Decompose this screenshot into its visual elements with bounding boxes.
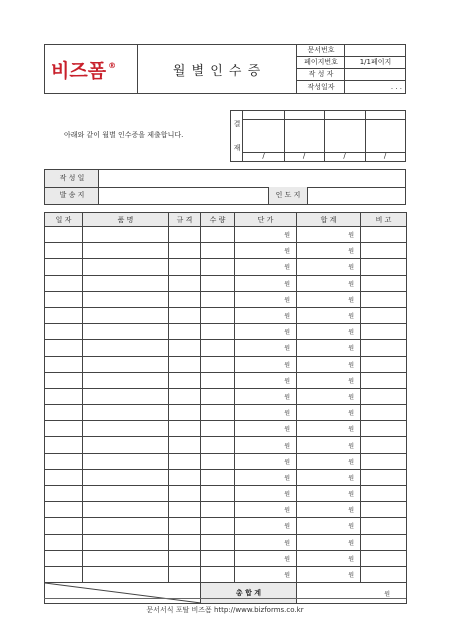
- row-unit-price[interactable]: 원: [235, 243, 297, 259]
- row-unit-price[interactable]: 원: [235, 502, 297, 518]
- row-amount[interactable]: 원: [297, 534, 361, 550]
- row-date[interactable]: [45, 469, 83, 485]
- table-row: [45, 437, 407, 453]
- table-row: [45, 259, 407, 275]
- sender-field[interactable]: [100, 188, 268, 204]
- row-amount[interactable]: 원: [297, 502, 361, 518]
- row-amount[interactable]: 원: [297, 388, 361, 404]
- row-qty[interactable]: [201, 550, 235, 566]
- table-row: [45, 486, 407, 502]
- items-table: [44, 212, 407, 604]
- row-amount[interactable]: 원: [297, 259, 361, 275]
- row-spec[interactable]: [169, 566, 201, 582]
- table-row: [45, 243, 407, 259]
- logo: [51, 55, 131, 83]
- row-qty[interactable]: [201, 405, 235, 421]
- row-remarks[interactable]: [361, 518, 407, 534]
- row-qty[interactable]: [201, 324, 235, 340]
- row-unit-price[interactable]: 원: [235, 469, 297, 485]
- table-row: [45, 534, 407, 550]
- row-unit-price[interactable]: 원: [235, 372, 297, 388]
- row-spec[interactable]: [169, 502, 201, 518]
- row-unit-price[interactable]: 원: [235, 453, 297, 469]
- row-amount[interactable]: 원: [297, 518, 361, 534]
- row-qty[interactable]: [201, 259, 235, 275]
- table-row: [45, 502, 407, 518]
- page-title: 월 별 인 수 증: [172, 63, 262, 79]
- approval-slot-4[interactable]: /: [383, 152, 387, 160]
- sender-label: 발 송 지: [59, 191, 85, 199]
- table-row: [45, 356, 407, 372]
- row-spec[interactable]: [169, 259, 201, 275]
- table-row: [45, 566, 407, 582]
- row-spec[interactable]: [169, 421, 201, 437]
- row-amount[interactable]: 원: [297, 275, 361, 291]
- table-row: [45, 275, 407, 291]
- row-unit-price[interactable]: 원: [235, 259, 297, 275]
- row-item[interactable]: [83, 259, 169, 275]
- header-item: 품 명: [83, 213, 169, 227]
- header-unit-price: 단 가: [235, 213, 297, 227]
- footer-text: 문서서식 포탈 비즈폼 http://www.bizforms.co.kr: [146, 606, 304, 614]
- table-row: [45, 518, 407, 534]
- row-date[interactable]: [45, 437, 83, 453]
- row-date[interactable]: [45, 291, 83, 307]
- row-qty[interactable]: [201, 388, 235, 404]
- row-item[interactable]: [83, 372, 169, 388]
- row-remarks[interactable]: [361, 372, 407, 388]
- meta-table: [296, 45, 405, 93]
- row-item[interactable]: [83, 227, 169, 243]
- meta-value-page-no[interactable]: 1/1페이지: [345, 57, 406, 69]
- row-spec[interactable]: [169, 372, 201, 388]
- total-value[interactable]: 원: [297, 583, 407, 604]
- row-remarks[interactable]: [361, 502, 407, 518]
- row-item[interactable]: [83, 486, 169, 502]
- row-item[interactable]: [83, 421, 169, 437]
- row-unit-price[interactable]: 원: [235, 566, 297, 582]
- row-unit-price[interactable]: 원: [235, 275, 297, 291]
- row-qty[interactable]: [201, 566, 235, 582]
- row-date[interactable]: [45, 421, 83, 437]
- row-date[interactable]: [45, 324, 83, 340]
- table-row: [45, 453, 407, 469]
- row-item[interactable]: [83, 518, 169, 534]
- row-remarks[interactable]: [361, 340, 407, 356]
- header-date: 일 자: [45, 213, 83, 227]
- row-unit-price[interactable]: 원: [235, 486, 297, 502]
- header-remarks: 비 고: [361, 213, 407, 227]
- row-remarks[interactable]: [361, 453, 407, 469]
- row-spec[interactable]: [169, 534, 201, 550]
- row-date[interactable]: [45, 453, 83, 469]
- meta-value-date[interactable]: . . .: [390, 82, 402, 91]
- receiver-label: 인 도 지: [275, 191, 301, 199]
- approval-slot-3[interactable]: /: [343, 152, 346, 160]
- row-remarks[interactable]: [361, 388, 407, 404]
- row-spec[interactable]: [169, 469, 201, 485]
- row-date[interactable]: [45, 518, 83, 534]
- row-unit-price[interactable]: 원: [235, 324, 297, 340]
- row-date[interactable]: [45, 405, 83, 421]
- row-remarks[interactable]: [361, 469, 407, 485]
- row-spec[interactable]: [169, 324, 201, 340]
- row-qty[interactable]: [201, 534, 235, 550]
- row-remarks[interactable]: [361, 275, 407, 291]
- row-qty[interactable]: [201, 340, 235, 356]
- row-qty[interactable]: [201, 356, 235, 372]
- row-remarks[interactable]: [361, 421, 407, 437]
- row-amount[interactable]: 원: [297, 356, 361, 372]
- meta-label-doc-no: 문서번호: [297, 45, 345, 57]
- row-qty[interactable]: [201, 437, 235, 453]
- row-remarks[interactable]: [361, 324, 407, 340]
- table-header-row: [45, 213, 407, 227]
- row-spec[interactable]: [169, 518, 201, 534]
- row-item[interactable]: [83, 388, 169, 404]
- row-amount[interactable]: 원: [297, 566, 361, 582]
- row-qty[interactable]: [201, 372, 235, 388]
- row-spec[interactable]: [169, 437, 201, 453]
- logo-text: 비즈폼: [51, 59, 107, 82]
- table-row: [45, 469, 407, 485]
- row-amount[interactable]: 원: [297, 243, 361, 259]
- row-date[interactable]: [45, 388, 83, 404]
- row-spec[interactable]: [169, 356, 201, 372]
- row-item[interactable]: [83, 534, 169, 550]
- row-spec[interactable]: [169, 486, 201, 502]
- row-date[interactable]: [45, 275, 83, 291]
- table-row: [45, 324, 407, 340]
- table-row: [45, 388, 407, 404]
- row-spec[interactable]: [169, 453, 201, 469]
- row-item[interactable]: [83, 307, 169, 323]
- header-box: [44, 44, 406, 94]
- row-unit-price[interactable]: 원: [235, 356, 297, 372]
- row-qty[interactable]: [201, 486, 235, 502]
- row-remarks[interactable]: [361, 437, 407, 453]
- header-amount: 합 계: [297, 213, 361, 227]
- row-date[interactable]: [45, 502, 83, 518]
- row-date[interactable]: [45, 227, 83, 243]
- row-amount[interactable]: 원: [297, 453, 361, 469]
- table-row: [45, 227, 407, 243]
- row-qty[interactable]: [201, 518, 235, 534]
- row-item[interactable]: [83, 405, 169, 421]
- row-amount[interactable]: 원: [297, 340, 361, 356]
- row-item[interactable]: [83, 453, 169, 469]
- row-unit-price[interactable]: 원: [235, 340, 297, 356]
- row-item[interactable]: [83, 550, 169, 566]
- row-remarks[interactable]: [361, 227, 407, 243]
- row-date[interactable]: [45, 307, 83, 323]
- table-row: [45, 405, 407, 421]
- footer-rule: [44, 598, 406, 599]
- info-box: [44, 169, 406, 205]
- row-qty[interactable]: [201, 243, 235, 259]
- row-item[interactable]: [83, 469, 169, 485]
- row-date[interactable]: [45, 356, 83, 372]
- row-qty[interactable]: [201, 502, 235, 518]
- row-date[interactable]: [45, 550, 83, 566]
- total-row: [45, 583, 407, 604]
- row-date[interactable]: [45, 566, 83, 582]
- row-spec[interactable]: [169, 405, 201, 421]
- date-field[interactable]: [100, 170, 405, 187]
- date-label: 작 성 일: [59, 174, 85, 182]
- table-row: [45, 550, 407, 566]
- row-unit-price[interactable]: 원: [235, 550, 297, 566]
- total-label: 총 합 계: [201, 583, 297, 604]
- row-remarks[interactable]: [361, 566, 407, 582]
- row-qty[interactable]: [201, 291, 235, 307]
- row-item[interactable]: [83, 437, 169, 453]
- row-date[interactable]: [45, 486, 83, 502]
- row-date[interactable]: [45, 372, 83, 388]
- table-row: [45, 372, 407, 388]
- row-remarks[interactable]: [361, 534, 407, 550]
- row-unit-price[interactable]: 원: [235, 437, 297, 453]
- row-remarks[interactable]: [361, 259, 407, 275]
- row-qty[interactable]: [201, 421, 235, 437]
- row-amount[interactable]: 원: [297, 307, 361, 323]
- row-date[interactable]: [45, 534, 83, 550]
- diagonal-line: [45, 583, 201, 603]
- row-unit-price[interactable]: 원: [235, 534, 297, 550]
- logo-mark: ®: [108, 60, 117, 70]
- receiver-field[interactable]: [309, 188, 405, 204]
- row-unit-price[interactable]: 원: [235, 307, 297, 323]
- row-remarks[interactable]: [361, 307, 407, 323]
- row-qty[interactable]: [201, 307, 235, 323]
- row-item[interactable]: [83, 340, 169, 356]
- row-spec[interactable]: [169, 291, 201, 307]
- row-spec[interactable]: [169, 388, 201, 404]
- row-spec[interactable]: [169, 243, 201, 259]
- meta-label-page-no: 페이지번호: [297, 57, 345, 69]
- approval-box: [230, 110, 406, 162]
- row-qty[interactable]: [201, 469, 235, 485]
- table-row: [45, 340, 407, 356]
- row-item[interactable]: [83, 502, 169, 518]
- table-row: [45, 291, 407, 307]
- row-remarks[interactable]: [361, 243, 407, 259]
- row-spec[interactable]: [169, 340, 201, 356]
- row-item[interactable]: [83, 356, 169, 372]
- row-qty[interactable]: [201, 453, 235, 469]
- total-diagonal-cell: [45, 583, 201, 604]
- row-item[interactable]: [83, 275, 169, 291]
- row-amount[interactable]: 원: [297, 469, 361, 485]
- row-remarks[interactable]: [361, 356, 407, 372]
- row-item[interactable]: [83, 291, 169, 307]
- approval-slot-2[interactable]: /: [302, 152, 306, 160]
- row-item[interactable]: [83, 243, 169, 259]
- meta-label-author: 작 성 자: [297, 69, 345, 81]
- header-spec: 규 격: [169, 213, 201, 227]
- row-unit-price[interactable]: 원: [235, 388, 297, 404]
- row-spec[interactable]: [169, 307, 201, 323]
- row-amount[interactable]: 원: [297, 405, 361, 421]
- row-qty[interactable]: [201, 227, 235, 243]
- row-amount[interactable]: 원: [297, 486, 361, 502]
- meta-value-author[interactable]: [345, 69, 406, 81]
- approval-slot-1[interactable]: /: [262, 152, 265, 160]
- row-unit-price[interactable]: 원: [235, 227, 297, 243]
- row-remarks[interactable]: [361, 550, 407, 566]
- row-remarks[interactable]: [361, 405, 407, 421]
- row-remarks[interactable]: [361, 486, 407, 502]
- row-amount[interactable]: 원: [297, 372, 361, 388]
- row-remarks[interactable]: [361, 291, 407, 307]
- row-item[interactable]: [83, 324, 169, 340]
- approval-label-bottom: 재: [233, 143, 241, 152]
- row-unit-price[interactable]: 원: [235, 518, 297, 534]
- row-unit-price[interactable]: 원: [235, 421, 297, 437]
- statement-text: 아래와 같이 월별 인수증을 제출합니다.: [64, 131, 184, 139]
- row-unit-price[interactable]: 원: [235, 405, 297, 421]
- table-row: [45, 421, 407, 437]
- row-spec[interactable]: [169, 227, 201, 243]
- row-item[interactable]: [83, 566, 169, 582]
- row-amount[interactable]: 원: [297, 437, 361, 453]
- row-date[interactable]: [45, 340, 83, 356]
- meta-value-doc-no[interactable]: [345, 45, 406, 57]
- row-spec[interactable]: [169, 550, 201, 566]
- row-unit-price[interactable]: 원: [235, 291, 297, 307]
- row-amount[interactable]: 원: [297, 227, 361, 243]
- row-amount[interactable]: 원: [297, 324, 361, 340]
- header-qty: 수 량: [201, 213, 235, 227]
- row-amount[interactable]: 원: [297, 421, 361, 437]
- approval-label-top: 결: [233, 119, 241, 128]
- row-amount[interactable]: 원: [297, 291, 361, 307]
- table-row: [45, 307, 407, 323]
- row-qty[interactable]: [201, 275, 235, 291]
- meta-label-date: 작성일자: [307, 82, 335, 91]
- row-date[interactable]: [45, 243, 83, 259]
- row-amount[interactable]: 원: [297, 550, 361, 566]
- row-spec[interactable]: [169, 275, 201, 291]
- row-date[interactable]: [45, 259, 83, 275]
